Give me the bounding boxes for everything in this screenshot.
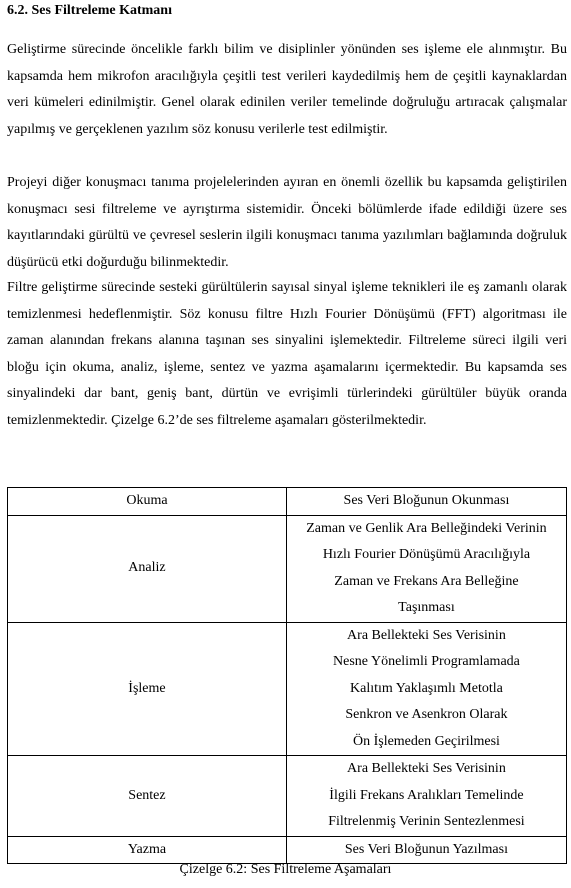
- table-row: [8, 488, 567, 516]
- stage-name-cell: Analiz: [8, 515, 287, 622]
- stage-description-cell: [286, 488, 566, 516]
- description-line: Ses Veri Bloğunun Yazılması: [344, 841, 508, 857]
- description-line: Kalıtım Yaklaşımlı Metotla: [350, 680, 503, 696]
- stage-description-cell: [286, 756, 566, 837]
- description-line: Zaman ve Genlik Ara Belleğindeki Verinin: [306, 520, 547, 536]
- description-line: Hızlı Fourier Dönüşümü Aracılığıyla: [322, 547, 531, 562]
- table-row: [8, 756, 567, 837]
- paragraph-3: Filtre geliştirme sürecinde sesteki gürültülerin sayısal sinyal işleme teknikleri ile eş zamanlı olarak temizlenmesi hedeflenmiştir. Söz konusu filtre Hızlı Fourier Dönüşümü (FFT) algoritması ile zaman alanından frekans alanına taşınan ses sinyalini işlemektedir. Filtreleme süreci ilgili veri bloğu için okuma, analiz, işleme, sentez ve yazma aşamalarını içermektedir. Bu kapsamda ses sinyalindeki dar bant, geniş bant, dürtün ve evrişimli türlerindeki gürültüler büyük oranda temizlenmektedir. Çizelge 6.2’de ses filtreleme aşamaları gösterilmektedir.: [7, 280, 567, 428]
- description-line: Ses Veri Bloğunun Okunması: [343, 493, 510, 508]
- stage-name-cell: Yazma: [8, 836, 287, 864]
- description-line: Nesne Yönelimli Programlamada: [333, 654, 520, 669]
- description-line: Senkron ve Asenkron Olarak: [345, 707, 508, 722]
- paragraph-2: Projeyi diğer konuşmacı tanıma projelelerinden ayıran en önemli özellik bu kapsamda geliştirilen konuşmacı sesi filtreleme ve ayrıştırma sistemidir. Önceki bölümlerde ifade edildiği üzere ses kayıtlarındaki gürültü ve çevresel seslerin ilgili konuşmacı tanıma yazılımları bağlamında doğruluk düşürücü etki doğurduğu bilinmektedir.: [7, 175, 567, 270]
- stage-name-cell: Okuma: [8, 488, 287, 516]
- stage-description-cell: [286, 622, 566, 756]
- description-line: Filtrelenmiş Verinin Sentezlenmesi: [328, 814, 525, 829]
- stage-name-cell: Sentez: [8, 756, 287, 837]
- description-line: İlgili Frekans Aralıkları Temelinde: [329, 787, 524, 803]
- paragraph-1: Geliştirme sürecinde öncelikle farklı bilim ve disiplinler yönünden ses işleme ele alınmıştır. Bu kapsamda hem mikrofon aracılığıyla çeşitli test verileri kaydedilmiş hem de çeşitli kaynaklardan veri kümeleri edinilmiştir. Genel olarak edinilen veriler temelinde doğruluğu artıracak çalışmalar yapılmış ve gerçeklenen yazılım söz konusu verilerle test edilmiştir.: [7, 42, 567, 137]
- description-line: Zaman ve Frekans Ara Belleğine: [334, 573, 519, 589]
- section-heading: 6.2. Ses Filtreleme Katmanı: [7, 3, 172, 18]
- stage-name-cell: İşleme: [8, 622, 287, 756]
- table-row: [8, 515, 567, 622]
- description-line: Ara Bellekteki Ses Verisinin: [347, 627, 506, 643]
- description-line: Ön İşlemeden Geçirilmesi: [352, 733, 500, 749]
- table-row: [8, 622, 567, 756]
- description-line: Ara Bellekteki Ses Verisinin: [347, 761, 506, 776]
- table-caption: Çizelge 6.2: Ses Filtreleme Aşamaları: [179, 862, 392, 877]
- stage-description-cell: [286, 515, 566, 622]
- filter-stages-table: [7, 487, 567, 864]
- description-line: Taşınması: [398, 600, 455, 615]
